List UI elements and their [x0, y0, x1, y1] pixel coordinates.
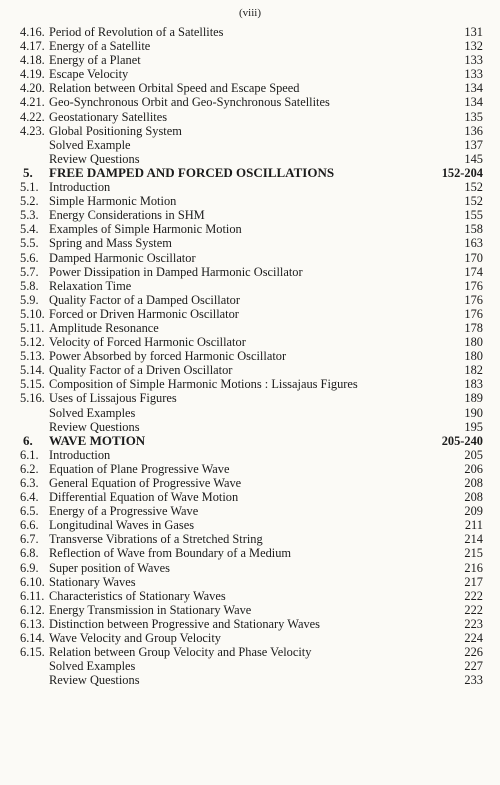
toc-entry: [0, 377, 500, 391]
toc-entry: [0, 462, 500, 476]
toc-entry-page: 195: [464, 419, 483, 434]
toc-entry-number: 5.2.: [20, 194, 39, 209]
toc-entry: [0, 208, 500, 222]
toc-entry-page: 152: [464, 180, 483, 195]
toc-entry-title: Period of Revolution of a Satellites: [49, 25, 224, 39]
toc-entry-number: 6.: [23, 432, 33, 448]
toc-entry-number: 5.11.: [20, 320, 45, 335]
toc-entry: [0, 222, 500, 236]
toc-entry: [0, 95, 500, 109]
toc-entry-number: 5.7.: [20, 264, 39, 279]
toc-entry-number: 5.10.: [20, 306, 45, 321]
toc-entry-title: Quality Factor of a Damped Oscillator: [49, 292, 240, 307]
toc-entry-title: Review Questions: [49, 673, 140, 688]
toc-entry-title: Energy Transmission in Stationary Wave: [49, 602, 252, 617]
toc-entry-page: 134: [464, 95, 483, 110]
toc-entry-page: 205-240: [441, 433, 483, 448]
toc-entry-number: 5.5.: [20, 236, 39, 251]
toc-entry: [0, 81, 500, 95]
toc-chapter-heading: [0, 166, 500, 180]
toc-entry: [0, 391, 500, 405]
toc-entry-title: Introduction: [49, 180, 111, 195]
toc-entry-title: Reflection of Wave from Boundary of a Medium: [49, 546, 292, 561]
toc-entry-page: 133: [464, 67, 483, 82]
toc-entry-number: 4.23.: [20, 123, 45, 138]
toc-entry: [0, 490, 500, 504]
toc-entry: [0, 617, 500, 631]
toc-entry-page: 134: [464, 81, 483, 96]
toc-entry: [0, 180, 500, 194]
toc-entry: [0, 603, 500, 617]
toc-entry-title: Energy Considerations in SHM: [49, 208, 205, 223]
toc-entry-number: 4.21.: [20, 95, 45, 110]
toc-entry-title: Review Questions: [49, 419, 140, 434]
toc-entry-page: 152-204: [441, 165, 483, 180]
toc-entry-number: 5.6.: [20, 250, 39, 265]
toc-entry: [0, 279, 500, 293]
toc-entry: [0, 110, 500, 124]
toc-entry: [0, 293, 500, 307]
toc-entry-page: 190: [464, 405, 483, 420]
toc-entry-page: 208: [464, 490, 483, 505]
toc-entry-title: Transverse Vibrations of a Stretched String: [49, 532, 263, 547]
toc-entry-title: Stationary Waves: [49, 574, 136, 589]
toc-entry-title: Wave Velocity and Group Velocity: [49, 631, 221, 646]
toc-entry-number: 5.4.: [20, 222, 39, 237]
toc-entry-title: Distinction between Progressive and Stationary Waves: [49, 616, 320, 631]
toc-entry: [0, 518, 500, 532]
toc-entry-number: 6.10.: [20, 574, 45, 589]
toc-entry-number: 5.: [23, 164, 33, 180]
toc-entry-number: 5.1.: [20, 180, 39, 195]
toc-entry-page: 158: [464, 222, 483, 237]
toc-entry-title: Energy of a Progressive Wave: [49, 504, 199, 519]
toc-entry-page: 233: [464, 673, 483, 688]
toc-entry-number: 6.5.: [20, 504, 39, 519]
toc-entry-number: 4.20.: [20, 81, 45, 96]
toc-entry-page: 226: [464, 645, 483, 660]
toc-entry-number: 6.14.: [20, 631, 45, 646]
toc-entry: [0, 335, 500, 349]
toc-entry: [0, 673, 500, 687]
toc-entry-title: Energy of a Satellite: [49, 39, 151, 54]
toc-entry: [0, 659, 500, 673]
toc-entry-number: 6.2.: [20, 461, 39, 476]
toc-entry-page: 208: [464, 476, 483, 490]
toc-entry: [0, 321, 500, 335]
toc-entry-page: 211: [464, 518, 483, 533]
toc-entry-page: 131: [464, 25, 483, 39]
toc-entry: [0, 363, 500, 377]
toc-entry-title: Solved Example: [49, 137, 131, 152]
toc-chapter-heading: [0, 434, 500, 448]
toc-entry-number: 4.19.: [20, 67, 45, 82]
toc-entry-page: 133: [464, 53, 483, 68]
toc-entry-page: 209: [464, 504, 483, 519]
toc-entry-page: 152: [464, 194, 483, 209]
toc-entry-title: Power Dissipation in Damped Harmonic Oscillator: [49, 264, 303, 279]
toc-entry-number: 4.18.: [20, 53, 45, 68]
toc-entry-title: Energy of a Planet: [49, 53, 141, 68]
toc-entry: [0, 25, 500, 39]
toc-entry: [0, 645, 500, 659]
toc-entry-page: 224: [464, 631, 483, 646]
toc-entry: [0, 67, 500, 81]
toc-entry-title: Solved Examples: [49, 659, 136, 674]
toc-entry-number: 6.4.: [20, 490, 39, 505]
toc-entry-page: 217: [464, 574, 483, 589]
toc-entry-page: 222: [464, 588, 483, 603]
toc-entry-number: 6.15.: [20, 645, 45, 660]
toc-entry: [0, 307, 500, 321]
toc-entry-number: 6.9.: [20, 560, 39, 575]
toc-entry-page: 176: [464, 306, 483, 321]
toc-entry-page: 189: [464, 391, 483, 406]
toc-entry: [0, 561, 500, 575]
toc-entry-title: Relation between Group Velocity and Phase Velocity: [49, 645, 312, 660]
toc-entry: [0, 504, 500, 518]
toc-entry-title: Simple Harmonic Motion: [49, 194, 177, 209]
toc-entry: [0, 448, 500, 462]
toc-entry-title: Relaxation Time: [49, 278, 132, 293]
toc-entry-title: Characteristics of Stationary Waves: [49, 588, 226, 603]
toc-entry-title: Examples of Simple Harmonic Motion: [49, 222, 242, 237]
toc-entry-page: 214: [464, 532, 483, 547]
toc-entry: [0, 194, 500, 208]
toc-entry-number: 6.12.: [20, 602, 45, 617]
toc-entry-number: 6.6.: [20, 518, 39, 533]
toc-entry-page: 136: [464, 123, 483, 138]
toc-entry: [0, 265, 500, 279]
toc-entry-page: 227: [464, 659, 483, 674]
toc-entry-number: 5.16.: [20, 391, 45, 406]
toc-entry-page: 145: [464, 151, 483, 166]
toc-entry-title: General Equation of Progressive Wave: [49, 476, 242, 490]
toc-entry: [0, 251, 500, 265]
toc-entry-number: 5.13.: [20, 349, 45, 364]
toc-entry-title: WAVE MOTION: [49, 432, 146, 448]
toc-entry-number: 6.1.: [20, 447, 39, 462]
toc-entry-title: Spring and Mass System: [49, 236, 172, 251]
toc-entry-page: 182: [464, 363, 483, 378]
toc-entry-page: 183: [464, 377, 483, 392]
toc-entry-page: 178: [464, 320, 483, 335]
toc-entry-page: 180: [464, 349, 483, 364]
toc-entry-title: Escape Velocity: [49, 67, 129, 82]
toc-entry-number: 6.8.: [20, 546, 39, 561]
toc-entry-title: Global Positioning System: [49, 123, 182, 138]
toc-entry-number: 6.7.: [20, 532, 39, 547]
toc-entry-number: 6.13.: [20, 616, 45, 631]
toc-entry-page: 170: [464, 250, 483, 265]
toc-entry-title: Longitudinal Waves in Gases: [49, 518, 195, 533]
toc-entry-page: 155: [464, 208, 483, 223]
toc-entry-title: Relation between Orbital Speed and Escape Speed: [49, 81, 300, 96]
toc-list: [0, 25, 500, 687]
toc-entry-page: 176: [464, 292, 483, 307]
toc-entry-page: 174: [464, 264, 483, 279]
toc-entry-title: FREE DAMPED AND FORCED OSCILLATIONS: [49, 164, 335, 180]
toc-entry-title: Super position of Waves: [49, 560, 170, 575]
toc-entry: [0, 546, 500, 560]
toc-entry-title: Uses of Lissajous Figures: [49, 391, 177, 406]
toc-entry: [0, 575, 500, 589]
toc-entry: [0, 39, 500, 53]
toc-entry-page: 206: [464, 461, 483, 476]
toc-entry-number: 5.15.: [20, 377, 45, 392]
toc-entry: [0, 124, 500, 138]
toc-entry: [0, 349, 500, 363]
toc-entry-title: Differential Equation of Wave Motion: [49, 490, 239, 505]
toc-entry: [0, 532, 500, 546]
toc-entry-page: 216: [464, 560, 483, 575]
toc-entry-number: 6.11.: [20, 588, 45, 603]
toc-entry-title: Introduction: [49, 447, 111, 462]
toc-entry-title: Amplitude Resonance: [49, 320, 159, 335]
toc-entry: [0, 631, 500, 645]
toc-entry-number: 6.3.: [20, 476, 39, 490]
toc-entry-title: Equation of Plane Progressive Wave: [49, 461, 230, 476]
toc-entry: [0, 138, 500, 152]
toc-entry-page: 137: [464, 137, 483, 152]
toc-entry-page: 132: [464, 39, 483, 54]
toc-entry-title: Forced or Driven Harmonic Oscillator: [49, 306, 239, 321]
toc-entry-number: 4.17.: [20, 39, 45, 54]
toc-entry-title: Review Questions: [49, 151, 140, 166]
toc-entry-page: 223: [464, 616, 483, 631]
toc-entry-page: 180: [464, 335, 483, 350]
toc-entry: [0, 420, 500, 434]
toc-entry-page: 176: [464, 278, 483, 293]
toc-entry-title: Geo-Synchronous Orbit and Geo-Synchronous Satellites: [49, 95, 330, 110]
toc-entry-page: 215: [464, 546, 483, 561]
toc-entry-title: Geostationary Satellites: [49, 109, 168, 124]
toc-entry-title: Damped Harmonic Oscillator: [49, 250, 196, 265]
toc-entry-number: 4.22.: [20, 109, 45, 124]
toc-entry-number: 5.3.: [20, 208, 39, 223]
toc-entry-number: 5.12.: [20, 335, 45, 350]
toc-entry-page: 163: [464, 236, 483, 251]
toc-entry: [0, 53, 500, 67]
toc-entry: [0, 476, 500, 490]
toc-entry-page: 205: [464, 447, 483, 462]
toc-entry-title: Solved Examples: [49, 405, 136, 420]
toc-entry-title: Composition of Simple Harmonic Motions : Lissajaus Figures: [49, 377, 358, 392]
toc-entry-title: Quality Factor of a Driven Oscillator: [49, 363, 233, 378]
toc-entry: [0, 589, 500, 603]
page-folio: (viii): [239, 7, 261, 19]
toc-entry-number: 5.14.: [20, 363, 45, 378]
toc-entry-number: 5.8.: [20, 278, 39, 293]
toc-entry-title: Velocity of Forced Harmonic Oscillator: [49, 335, 246, 350]
toc-entry-number: 5.9.: [20, 292, 39, 307]
toc-entry: [0, 236, 500, 250]
toc-entry-number: 4.16.: [20, 25, 45, 39]
toc-entry: [0, 406, 500, 420]
toc-entry: [0, 152, 500, 166]
toc-entry-page: 222: [464, 602, 483, 617]
toc-entry-page: 135: [464, 109, 483, 124]
toc-entry-title: Power Absorbed by forced Harmonic Oscillator: [49, 349, 287, 364]
